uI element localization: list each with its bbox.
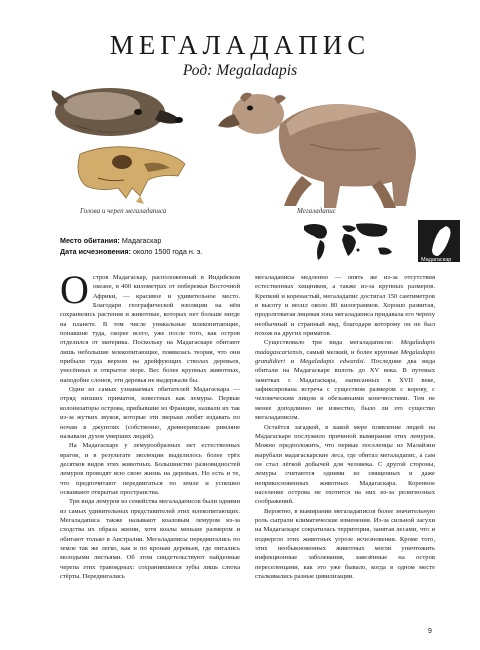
habitat-label: Место обитания: [60,236,120,245]
extinction-row [60,247,300,258]
habitat-row [60,236,300,247]
extinction-label: Дата исчезновения: [60,246,132,256]
illustrations [40,84,450,212]
article-body [60,273,435,625]
paragraph: Одни из самых узнаваемых обитателей Мадагаскара — отряд низших приматов, известных как лемуры. Первые колонизаторы острова, прибывшие из Франции, назвали их так из-за жутких звуков, которые эти зверьки любят издавать по ночам в джунглях (собственно, древнеримские римляне называли духов умерших людей). [60,386,240,440]
species-name: Megaladapis edwardsi [299,358,364,366]
column-left [60,273,240,625]
page-number: 9 [428,628,432,635]
genus-prefix: Род: [182,62,217,79]
species-name: Megaladapis madagascariensis [255,339,435,356]
madagascar-inset-label: Мадагаскар [421,257,452,263]
column-right [255,273,435,625]
skull-illustration [78,147,185,204]
genus-subtitle [0,62,480,80]
habitat-value: Мадагаскар [121,236,162,245]
paragraph: Три вида лемуров из семейства мегаладаписов были одними из самых удивительных представителей этих млекопитающих. Мегаладаписа также называют коаловым лемуром из-за сходства их образа жизни, хотя коалы меньше размером и обитают только в Австралии. Мегаладаписы передвигались по земле так же легко, как и по кронам деревьев, где питались молодыми листьями. Об этом свидетельствуют найденные черепа этих травоядных: сохранившиеся зубы лишь слегка стёрты. Передвигались [60,498,240,580]
paragraph: Остаётся загадкой, в какой мере появление людей на Мадагаскаре послужило причиной вымирания этих лемуров. Можно предположить, что первые поселенцы из Малайзии вырубали мадагаскарские леса, где обитал мегаладапис, а сам он стал лёгкой добычей для человека. С другой стороны, лемуры считаются одними из священных и даже неприкосновенных животных Мадагаскара. Коренное население острова не охотится на них из-за религиозных соображений. [255,423,435,506]
caption-head-and-skull: Голова и череп мегаладаписа [80,207,167,215]
megaladapis-illustration [218,93,416,208]
extinction-value: около 1500 года н. э. [133,246,203,256]
species-name: Megaladapis grandidieri [255,348,435,366]
text: Существовало три вида мегаладаписов: [264,339,401,347]
paragraph [60,273,240,385]
text: . Последние два вида обитали на Мадагаскаре вплоть до XV века. В путевых заметках с Мадагаскара, написанных в XVII веке, зафиксирована встреча с существом размером с корову, с человеческим лицом и обезьяньими конечностями. Тем не менее доподлинно не известно, было ли это существо мегаладаписом. [255,358,435,422]
world-map-continents [304,223,392,260]
world-map [300,220,462,265]
facts-block [60,236,300,257]
head-illustration [52,88,183,136]
paragraph-text: стров Мадагаскар, расположенный в Индийском океане, в 400 километрах от побережья Восточной Африки, — красивое и удивительное место. Благодаря географической изоляции на нём сохранились растения и животные, которых нет больше нигде на планете. В том числе уникальные млекопитающие, попавшие туда, скорее всего, уже после того, как остров отделился от материка. Поскольку на Мадагаскаре обитают лишь небольшие млекопитающие, появилась теория, что они прибыли туда верхом на дрейфующих стволах деревьев, унесённых в открытое море. Вес более крупных животных, наподобие слонов, эти деревья не выдержали бы. [60,274,240,384]
drop-cap: О [60,273,89,312]
paragraph: мегаладаписы медленно — опять же из-за отсутствия естественных хищников, а также из-за крупных размеров. Крепкий и коренастый, мегаладапис достигал 150 сантиметров в высоту и весил около 80 килограммов. Хорошо развитая, продолговатая лицевая зона мегаладаписа придавала его черепу необычный и странный вид, благодаря которому он не был похож на других приматов. [255,274,435,338]
paragraph: На Мадагаскаре у лемурообразных нет естественных врагов, и в результате эволюции выделилось более трёх десятков видов этих животных. Большинство разновидностей лемуров проводят всю свою жизнь на деревьях. Но есть и те, что предпочитают передвигаться по земле и успешно осваивают открытые пространства. [60,442,240,496]
caption-megaladapis: Мегаладапис [297,207,336,215]
text: и [285,358,300,366]
paragraph: Вероятно, в вымирании мегаладаписов более значительную роль сыграли климатические изменения. Из-за сильной засухи на Мадагаскаре сократилась территория, занятая лесами, что и подвергло этих животных угрозе исчезновения. Кроме того, этих необыкновенных животных могли уничтожить инфекционные заболевания, завезённые на остров переселенцами, как это уже бывало, когда в одном месте сталкивались разные цивилизации. [255,507,435,580]
page-title: МЕГАЛАДАПИС [109,30,371,60]
genus-name: Megaladapis [216,62,298,79]
text: , самый мелкий, и более крупные [302,348,401,356]
paragraph [255,338,435,422]
